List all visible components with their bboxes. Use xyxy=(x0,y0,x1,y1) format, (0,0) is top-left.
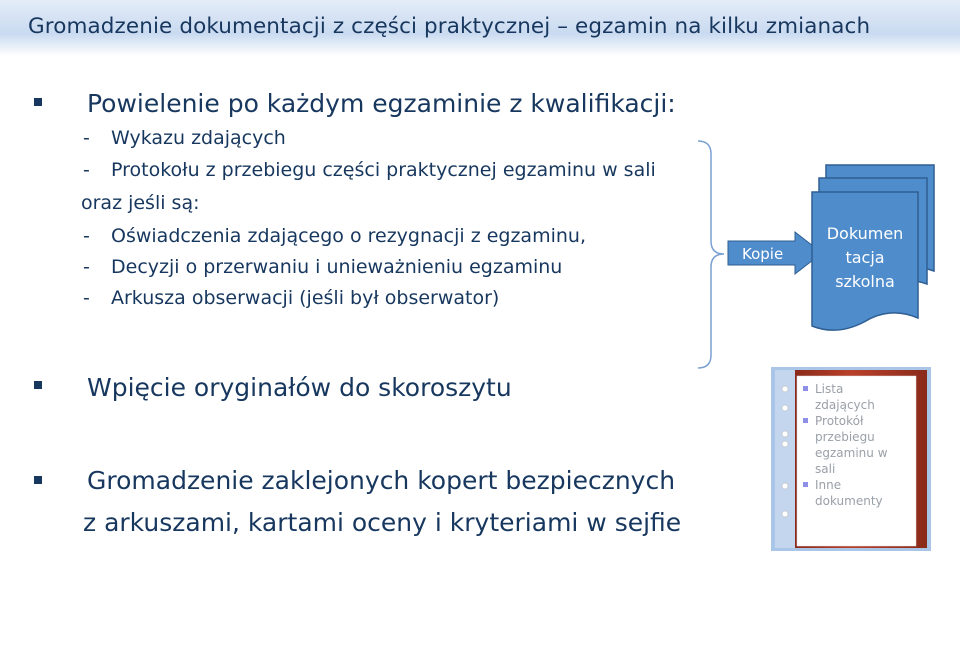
folder-item-line: sali xyxy=(815,462,836,476)
folder-item-line: przebiegu xyxy=(815,430,875,444)
document-label-line: tacja xyxy=(845,248,885,267)
dash-marker: - xyxy=(83,159,90,181)
sub-item-text: Wykazu zdających xyxy=(111,127,286,149)
kopie-label: Kopie xyxy=(742,245,784,263)
document-label-line: szkolna xyxy=(835,272,895,291)
document-label-line: Dokumen xyxy=(826,224,904,243)
slide-title: Gromadzenie dokumentacji z części praktycznej – egzamin na kilku zmianach xyxy=(28,14,871,39)
bullet-2-text: Wpięcie oryginałów do skoroszytu xyxy=(87,373,512,402)
folder-item-line: Inne xyxy=(815,478,842,492)
folder-list-item xyxy=(801,381,913,413)
folder-document-list xyxy=(801,381,913,509)
folder-item-line: egzaminu w xyxy=(815,446,888,460)
folder-item-line: zdających xyxy=(815,398,875,412)
bullet-marker xyxy=(803,386,808,391)
sub-item-text: Decyzji o przerwaniu i unieważnieniu egzaminu xyxy=(111,256,563,278)
binder-spine xyxy=(775,370,795,548)
sub-item-text: Protokołu z przebiegu części praktycznej egzaminu w sali xyxy=(111,159,656,181)
folder-list-item xyxy=(801,477,913,509)
sub-item-text: Arkusza obserwacji (jeśli był obserwator) xyxy=(111,287,500,309)
dash-marker: - xyxy=(83,256,90,278)
bullet-marker xyxy=(803,482,808,487)
continuation-text: oraz jeśli są: xyxy=(81,192,200,214)
folder-item-line: Protokół xyxy=(815,414,864,428)
folder-item-line: dokumenty xyxy=(815,494,883,508)
bullet-3-text-line-1: Gromadzenie zaklejonych kopert bezpiecznych xyxy=(87,466,676,495)
bullet-1-text: Powielenie po każdym egzaminie z kwalifikacji: xyxy=(87,89,676,118)
bullet-3-text-line-2: z arkuszami, kartami oceny i kryteriami w sejfie xyxy=(83,508,682,537)
folder-item-line: Lista xyxy=(815,382,844,396)
sub-item-text: Oświadczenia zdającego o rezygnacji z egzaminu, xyxy=(111,225,586,247)
bullet-marker xyxy=(803,418,808,423)
folder-list-item xyxy=(801,413,913,477)
dash-marker: - xyxy=(83,287,90,309)
dash-marker: - xyxy=(83,225,90,247)
dash-marker: - xyxy=(83,127,90,149)
